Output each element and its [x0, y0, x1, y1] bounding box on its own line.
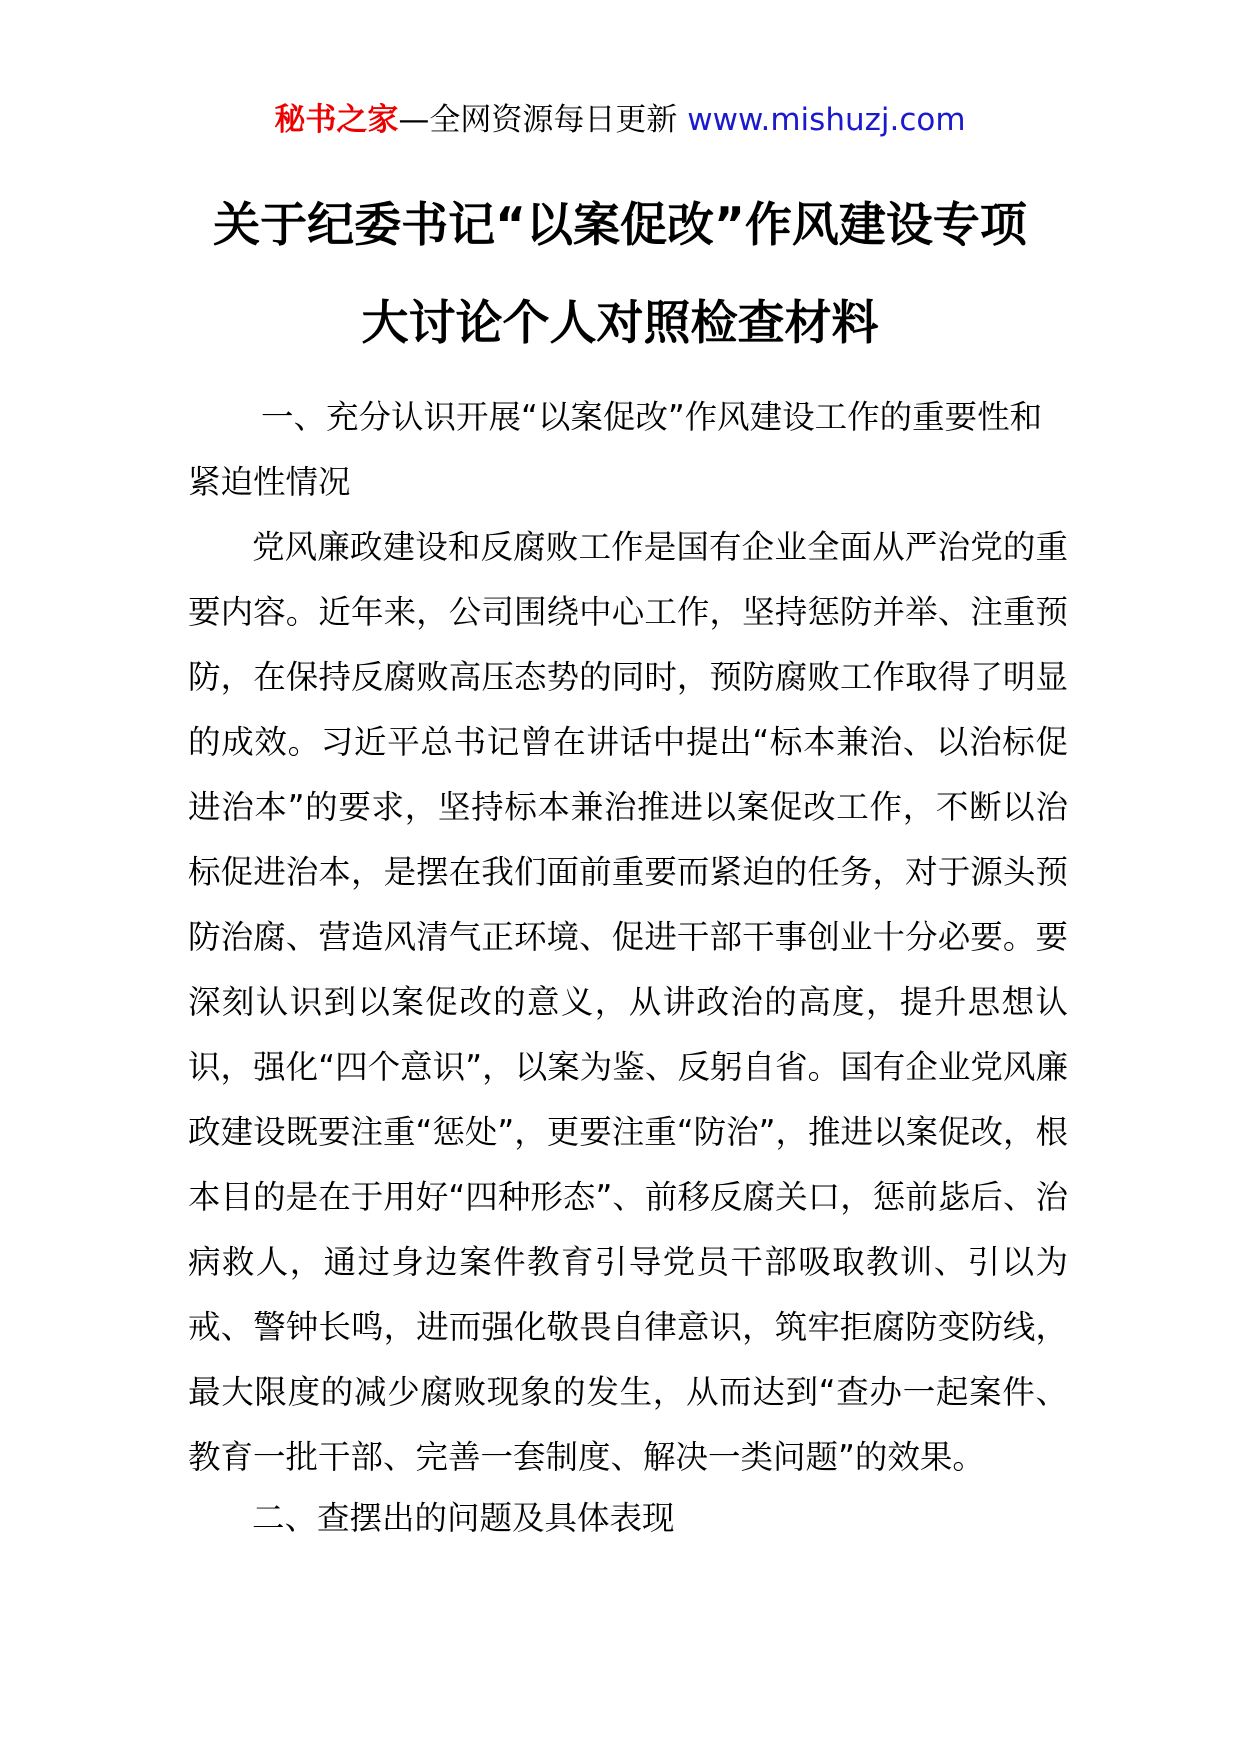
- site-url-link[interactable]: www.mishuzj.com: [687, 102, 966, 138]
- site-name: 秘书之家: [274, 102, 399, 138]
- site-tagline: —全网资源每日更新: [398, 102, 688, 138]
- section-heading-2: 二、查摆出的问题及具体表现: [252, 1499, 675, 1537]
- body-paragraph-1: 党风廉政建设和反腐败工作是国有企业全面从严治党的重要内容。近年来，公司围绕中心工作，坚持惩防并举、注重预防，在保持反腐败高压态势的同时，预防腐败工作取得了明显的成效。习近平总书记曾在讲话中提出“标本兼治、以治标促进治本”的要求，坚持标本兼治推进以案促改工作，不断以治标促进治本，是摆在我们面前重要而紧迫的任务，对于源头预防治腐、营造风清气正环境、促进干部干事创业十分必要。要深刻认识到以案促改的意义，从讲政治的高度，提升思想认识，强化“四个意识”，以案为鉴、反躬自省。国有企业党风廉政建设既要注重“惩处”，更要注重“防治”，推进以案促改，根本目的是在于用好“四种形态”、前移反腐关口，惩前毖后、治病救人，通过身边案件教育引导党员干部吸取教训、引以为戒、警钟长鸣，进而强化敬畏自律意识，筑牢拒腐防变防线，最大限度的减少腐败现象的发生，从而达到“查办一起案件、教育一批干部、完善一套制度、解决一类问题”的效果。: [188, 528, 1068, 1476]
- site-header: [0, 98, 1240, 142]
- document-title-line-1: 关于纪委书记“以案促改”作风建设专项: [213, 198, 1027, 253]
- section-heading-1: 一、充分认识开展“以案促改”作风建设工作的重要性和紧迫性情况: [188, 398, 1043, 501]
- document-title-line-2: 大讨论个人对照检查材料: [361, 296, 879, 351]
